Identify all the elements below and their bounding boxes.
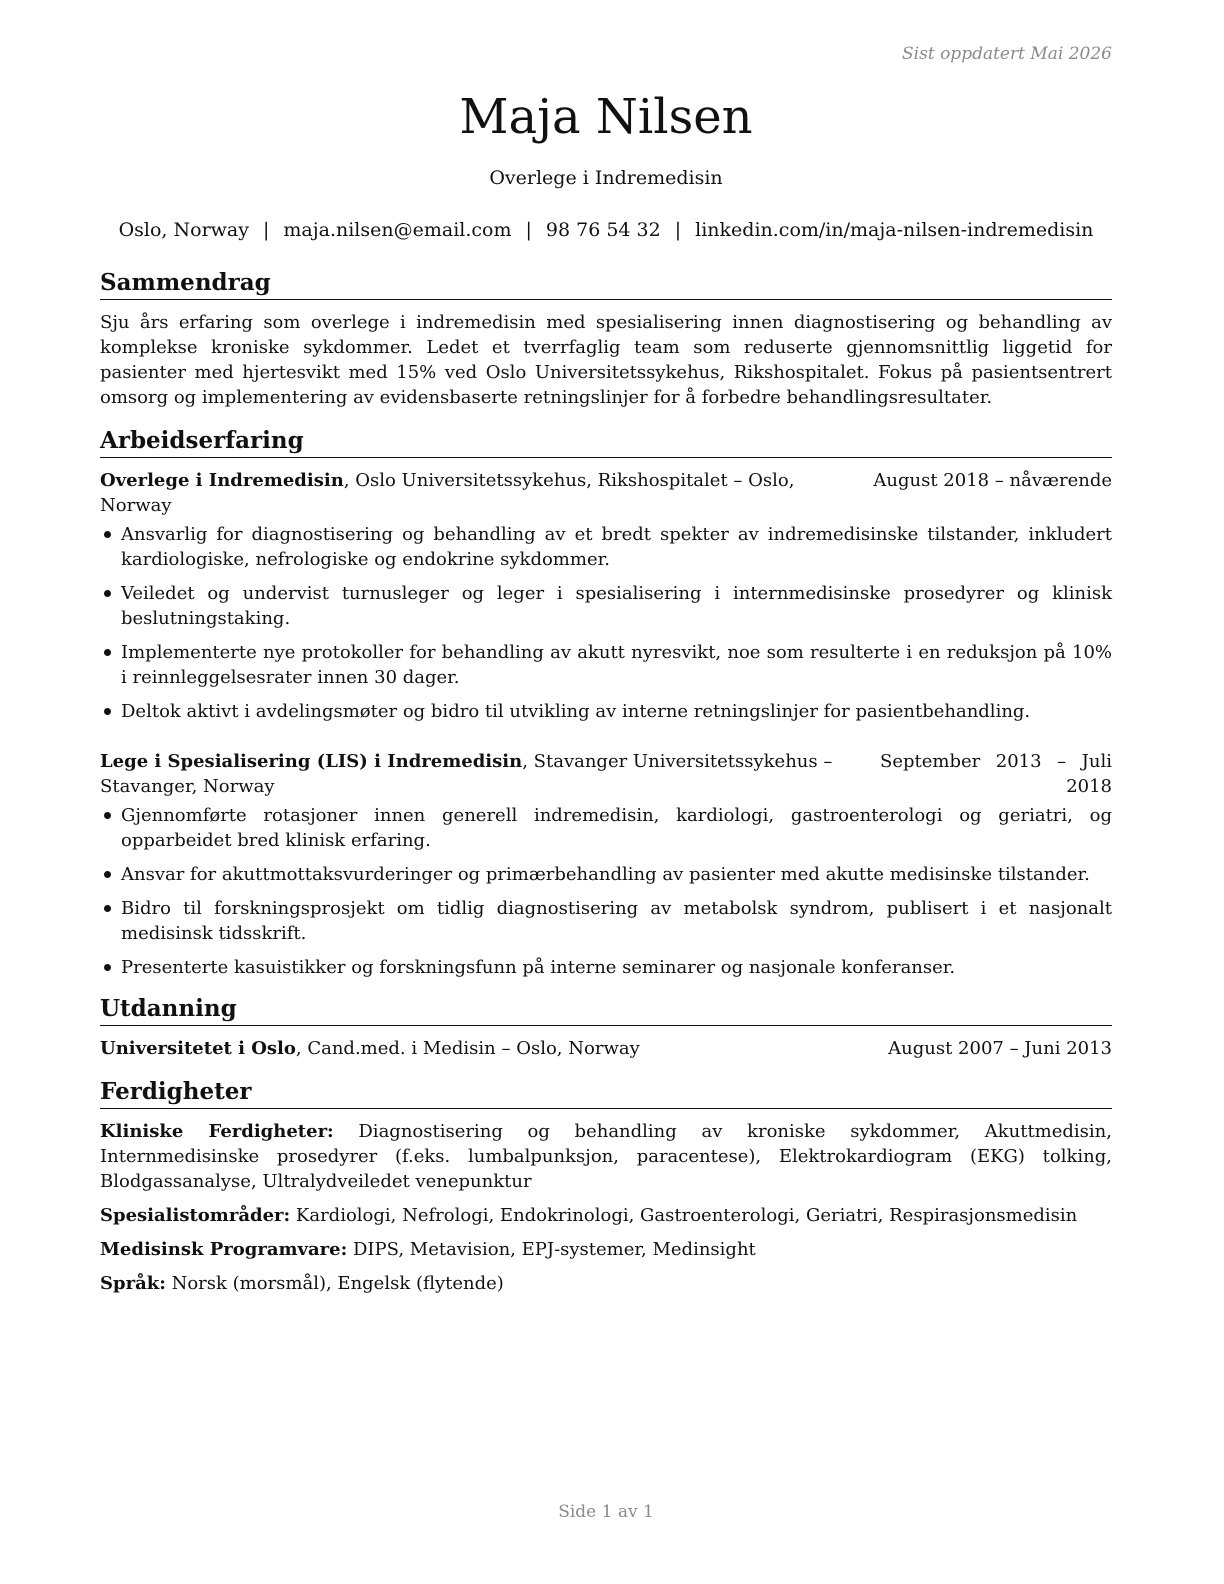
job-bullet: Veiledet og undervist turnusleger og leger i spesialisering i internmedisinske prosedyrer og klinisk beslutningstaking. [100, 581, 1112, 631]
job-bullets [100, 522, 1112, 724]
last-updated: Sist oppdatert Mai 2026 [902, 44, 1112, 64]
job-entry [100, 749, 1112, 980]
skill-label: Medisinsk Programvare: [100, 1239, 348, 1260]
job-bullet: Ansvar for akuttmottaksvurderinger og primærbehandling av pasienter med akutte medisinske tilstander. [100, 862, 1112, 887]
skill-label: Språk: [100, 1273, 166, 1294]
education-dates: August 2007 – Juni 2013 [888, 1038, 1112, 1059]
summary-text: Sju års erfaring som overlege i indremedisin med spesialisering innen diagnostisering og behandling av komplekse kroniske sykdommer. Ledet et tverrfaglig team som reduserte gjennomsnittlig liggetid for pasienter med hjertesvikt med 15% ved Oslo Universitetssykehus, Rikshospitalet. Fokus på pasientsentrert omsorg og implementering av evidensbaserte retningslinjer for å forbedre behandlingsresultater. [100, 312, 1112, 408]
skill-group [100, 1203, 1112, 1228]
job-dates: August 2018 – nåværende [873, 470, 1112, 491]
job-header [100, 468, 1112, 518]
job-bullet: Implementerte nye protokoller for behandling av akutt nyresvikt, noe som resulterte i en reduksjon på 10% i reinnleggelsesrater innen 30 dager. [100, 640, 1112, 690]
job-bullet: Gjennomførte rotasjoner innen generell indremedisin, kardiologi, gastroenterologi og geriatri, og opparbeidet bred klinisk erfaring. [100, 803, 1112, 853]
education-entry [100, 1036, 1112, 1061]
job-bullets [100, 803, 1112, 980]
contact-line [100, 219, 1112, 241]
candidate-headline: Overlege i Indremedisin [489, 167, 723, 189]
job-role: Lege i Spesialisering (LIS) i Indremedisin [100, 751, 523, 772]
contact-separator: | [525, 219, 532, 241]
job-bullet: Presenterte kasuistikker og forskningsfunn på interne seminarer og nasjonale konferanser. [100, 955, 1112, 980]
skill-text: Diagnostisering og behandling av kroniske sykdommer, Akuttmedisin, Internmedisinske prosedyrer (f.eks. lumbalpunksjon, paracentese), Elektrokardiogram (EKG) tolking, Blodgassanalyse, Ultralydveiledet venepunktur [100, 1121, 1112, 1192]
education-school: Universitetet i Oslo [100, 1038, 296, 1059]
job-dates: September 2013 – Juli 2018 [880, 751, 1112, 797]
contact-location: Oslo, Norway [118, 219, 249, 241]
skill-label: Spesialistområder: [100, 1205, 291, 1226]
job-role: Overlege i Indremedisin [100, 470, 344, 491]
contact-linkedin[interactable]: linkedin.com/in/maja-nilsen-indremedisin [695, 219, 1094, 241]
page-footer: Side 1 av 1 [558, 1502, 654, 1522]
job-bullet: Ansvarlig for diagnostisering og behandling av et bredt spekter av indremedisinske tilstander, inkludert kardiologiske, nefrologiske og endokrine sykdommer. [100, 522, 1112, 572]
contact-separator: | [262, 219, 270, 241]
contact-email[interactable]: maja.nilsen@email.com [283, 219, 512, 241]
section-title-education: Utdanning [100, 994, 1112, 1026]
skill-label: Kliniske Ferdigheter: [100, 1121, 334, 1142]
resume-page [100, 0, 1112, 1584]
skill-text: Norsk (morsmål), Engelsk (flytende) [165, 1273, 504, 1294]
education-degree: , Cand.med. i Medisin – Oslo, Norway [295, 1038, 640, 1059]
section-title-summary: Sammendrag [100, 268, 1112, 300]
job-entry [100, 468, 1112, 724]
job-employer: , Oslo Universitetssykehus, Rikshospitalet – Oslo, Norway [100, 470, 795, 516]
section-title-skills: Ferdigheter [100, 1077, 1112, 1109]
job-bullet: Deltok aktivt i avdelingsmøter og bidro til utvikling av interne retningslinjer for pasientbehandling. [100, 699, 1112, 724]
education-line [100, 1036, 888, 1061]
job-header [100, 749, 1112, 799]
contact-separator: | [674, 219, 682, 241]
section-title-experience: Arbeidserfaring [100, 426, 1112, 458]
skill-group [100, 1237, 1112, 1262]
job-title-line [100, 749, 880, 799]
job-employer: , Stavanger Universitetssykehus – Stavanger, Norway [100, 751, 833, 797]
skill-group [100, 1119, 1112, 1194]
candidate-name: Maja Nilsen [459, 89, 753, 145]
resume-content [100, 268, 1112, 1305]
skill-text: DIPS, Metavision, EPJ-systemer, Medinsight [347, 1239, 756, 1260]
skill-group [100, 1271, 1112, 1296]
job-title-line [100, 468, 873, 518]
skill-text: Kardiologi, Nefrologi, Endokrinologi, Gastroenterologi, Geriatri, Respirasjonsmedisin [290, 1205, 1078, 1226]
job-bullet: Bidro til forskningsprosjekt om tidlig diagnostisering av metabolsk syndrom, publisert i et nasjonalt medisinsk tidsskrift. [100, 896, 1112, 946]
contact-phone: 98 76 54 32 [545, 219, 661, 241]
